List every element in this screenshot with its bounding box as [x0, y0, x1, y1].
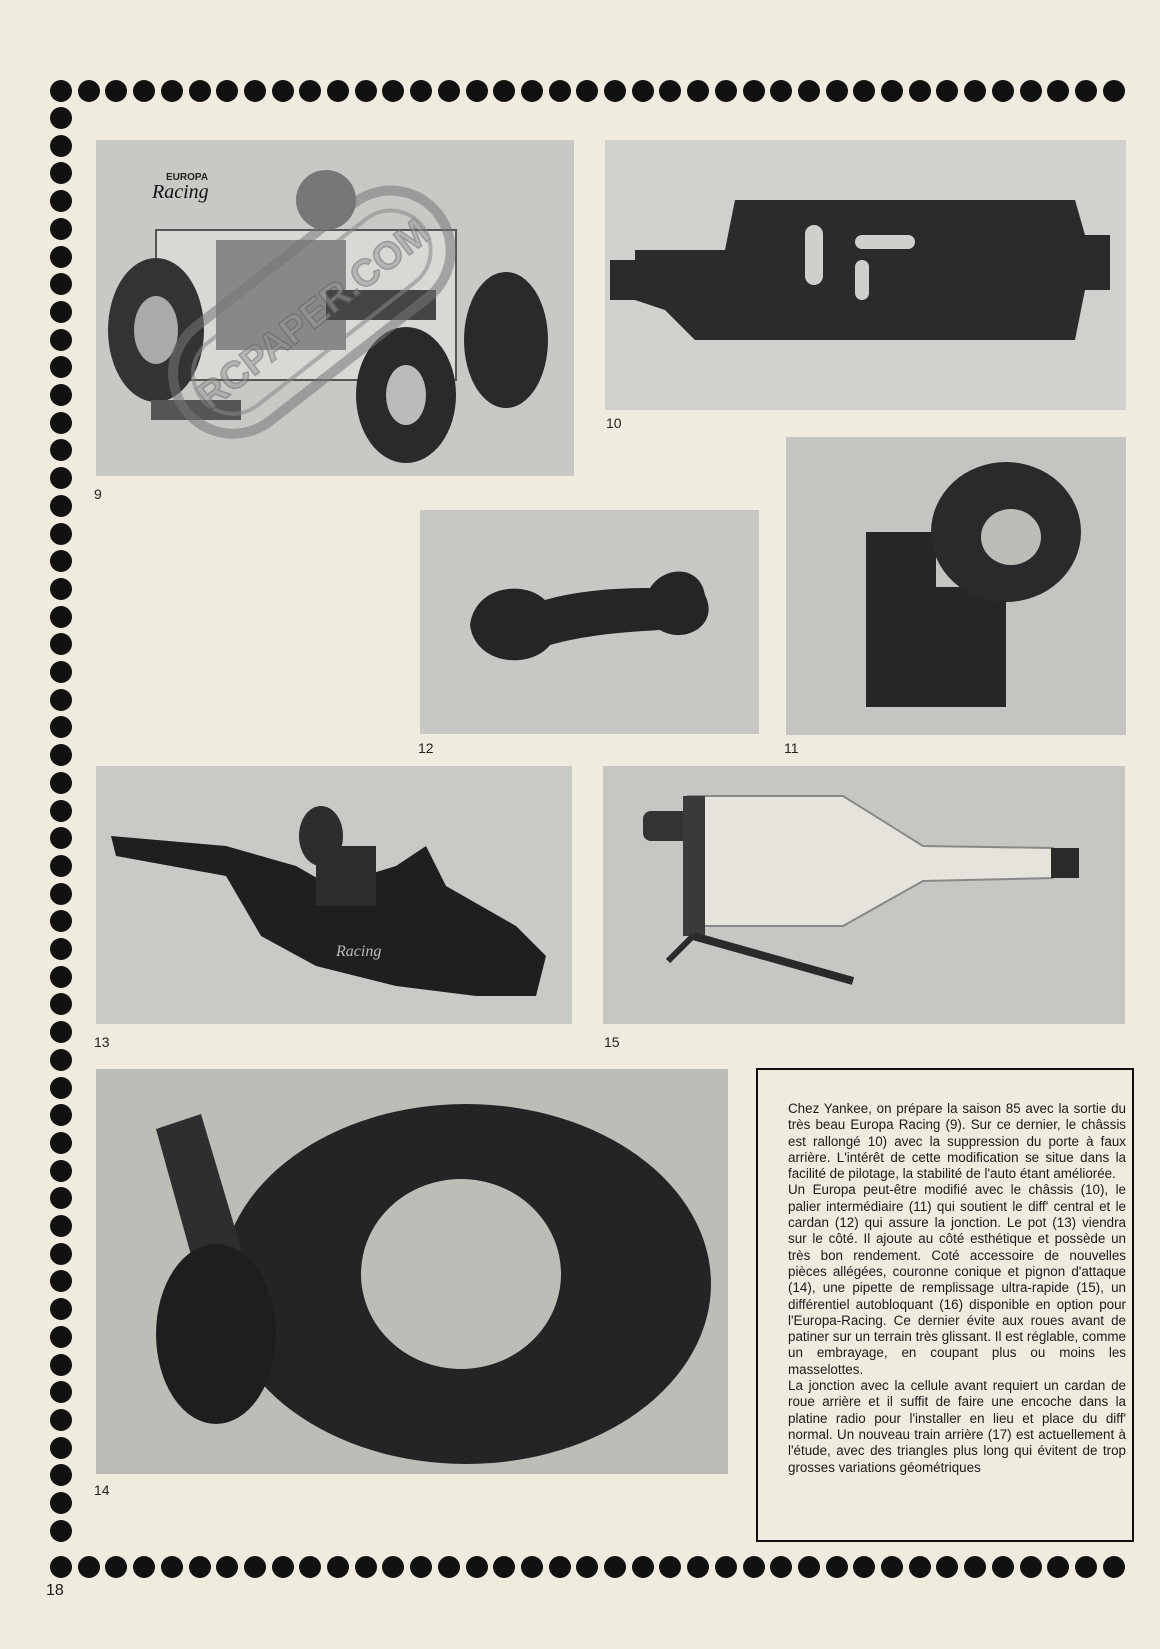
- border-dot: [355, 1556, 377, 1578]
- border-dot: [50, 162, 72, 184]
- border-dot: [50, 689, 72, 711]
- border-dot: [50, 966, 72, 988]
- border-dot: [50, 772, 72, 794]
- border-dot: [50, 1215, 72, 1237]
- border-dot: [50, 1298, 72, 1320]
- border-dot: [936, 80, 958, 102]
- border-dot: [549, 1556, 571, 1578]
- border-dot: [382, 80, 404, 102]
- border-dot: [659, 1556, 681, 1578]
- border-dot: [410, 80, 432, 102]
- border-dot: [50, 1132, 72, 1154]
- border-dot: [853, 80, 875, 102]
- europa-racing-logo: EUROPA: [166, 172, 209, 183]
- border-dot: [244, 1556, 266, 1578]
- border-dot: [50, 1270, 72, 1292]
- border-dot: [50, 1381, 72, 1403]
- border-dot: [244, 80, 266, 102]
- photo-cardan: [420, 510, 759, 734]
- border-dot: [50, 1049, 72, 1071]
- border-dot: [216, 80, 238, 102]
- border-dot: [1020, 80, 1042, 102]
- border-dot: [826, 80, 848, 102]
- border-dot: [881, 80, 903, 102]
- border-dot: [798, 80, 820, 102]
- border-dot: [521, 80, 543, 102]
- border-dot: [50, 550, 72, 572]
- border-dot: [50, 1160, 72, 1182]
- caption-11: 11: [784, 740, 799, 756]
- border-dot: [50, 855, 72, 877]
- border-dot: [216, 1556, 238, 1578]
- border-dot: [798, 1556, 820, 1578]
- border-dot: [299, 80, 321, 102]
- border-dot: [50, 107, 72, 129]
- photo-fuel-pipette: [603, 766, 1125, 1024]
- border-dot: [632, 1556, 654, 1578]
- border-dot: [382, 1556, 404, 1578]
- border-dot: [50, 412, 72, 434]
- border-dot: [189, 1556, 211, 1578]
- border-dot: [50, 993, 72, 1015]
- border-dot: [936, 1556, 958, 1578]
- border-dot: [50, 1354, 72, 1376]
- border-dot: [743, 1556, 765, 1578]
- border-dot: [50, 578, 72, 600]
- border-dot: [50, 190, 72, 212]
- caption-10: 10: [606, 415, 622, 431]
- border-dot: [78, 1556, 100, 1578]
- border-dot: [1020, 1556, 1042, 1578]
- border-dot: [992, 80, 1014, 102]
- border-dot: [105, 80, 127, 102]
- border-dot: [50, 744, 72, 766]
- border-dot: [50, 1021, 72, 1043]
- border-dot: [50, 439, 72, 461]
- border-dot: [881, 1556, 903, 1578]
- border-dot: [272, 80, 294, 102]
- caption-9: 9: [94, 486, 102, 502]
- border-dot: [576, 1556, 598, 1578]
- caption-15: 15: [604, 1034, 620, 1050]
- border-dot: [50, 716, 72, 738]
- border-dot: [272, 1556, 294, 1578]
- border-dot: [909, 80, 931, 102]
- border-dot: [50, 800, 72, 822]
- border-dot: [909, 1556, 931, 1578]
- border-dot: [50, 661, 72, 683]
- border-dot: [632, 80, 654, 102]
- photo-ring-pinion: [96, 1069, 728, 1474]
- border-dot: [410, 1556, 432, 1578]
- border-dot: [50, 467, 72, 489]
- border-dot: [521, 1556, 543, 1578]
- border-dot: [493, 1556, 515, 1578]
- article-text-box: [756, 1068, 1134, 1542]
- border-dot: [50, 523, 72, 545]
- border-dot: [687, 1556, 709, 1578]
- border-dot: [1103, 1556, 1125, 1578]
- page-number: 18: [46, 1582, 64, 1599]
- border-dot: [50, 384, 72, 406]
- caption-13: 13: [94, 1034, 110, 1050]
- border-dot: [493, 80, 515, 102]
- border-dot: [50, 606, 72, 628]
- border-dot: [78, 80, 100, 102]
- border-dot: [1047, 80, 1069, 102]
- caption-14: 14: [94, 1482, 110, 1498]
- border-dot: [438, 80, 460, 102]
- border-dot: [50, 135, 72, 157]
- border-dot: [50, 1104, 72, 1126]
- border-dot: [50, 273, 72, 295]
- border-dot: [687, 80, 709, 102]
- border-dot: [50, 356, 72, 378]
- border-dot: [604, 1556, 626, 1578]
- article-body: Chez Yankee, on prépare la saison 85 avec la sortie du très beau Europa Racing (9). Sur ce dernier, le châssis est rallongé 10) avec la suppression du porte à faux arrière. L'intérêt de cette modification se situe dans la facilité de pilotage, la stabilité de l'auto étant améliorée. Un Europa peut-être modifié avec le châssis (10), le palier intermédiaire (11) qui soutient le diff' central et le cardan (12) qui assure la jonction. Le pot (13) viendra sur le côté. Il ajoute au côté esthétique et possède un très bon rendement. Coté accessoire de nouvelles pièces allégées, couronne conique et pignon d'attaque (14), une pipette de remplissage ultra-rapide (15), un différentiel autobloquant (16) disponible en option pour l'Europa-Racing. Ce dernier évite aux roues avant de patiner sur un terrain très glissant. Il est réglable, comme un embrayage, en coupant plus ou moins les masselottes. La jonction avec la cellule avant requiert un cardan de roue arrière et il suffit de faire une encoche dans la platine radio pour l'installer en lieu et place du diff' normal. Un nouveau train arrière (17) est actuellement à l'étude, avec des triangles plus long qui évitent de trop grosses variations géométriques: [788, 1101, 1126, 1475]
- border-dot: [466, 80, 488, 102]
- border-dot: [161, 80, 183, 102]
- border-dot: [853, 1556, 875, 1578]
- border-dot: [438, 1556, 460, 1578]
- svg-text:Racing: Racing: [152, 181, 209, 203]
- border-dot: [1103, 80, 1125, 102]
- border-dot: [133, 1556, 155, 1578]
- border-dot: [50, 329, 72, 351]
- border-dot: [549, 80, 571, 102]
- svg-text:RCPAPER.COM: RCPAPER.COM: [189, 211, 438, 418]
- border-dot: [576, 80, 598, 102]
- border-dot: [50, 938, 72, 960]
- border-dot: [826, 1556, 848, 1578]
- border-dot: [659, 80, 681, 102]
- border-dot: [50, 495, 72, 517]
- border-dot: [1047, 1556, 1069, 1578]
- border-dot: [992, 1556, 1014, 1578]
- border-dot: [770, 80, 792, 102]
- border-dot: [715, 80, 737, 102]
- border-dot: [50, 910, 72, 932]
- border-dot: [50, 1464, 72, 1486]
- border-dot: [327, 80, 349, 102]
- caption-12: 12: [418, 740, 434, 756]
- border-dot: [355, 80, 377, 102]
- border-dot: [715, 1556, 737, 1578]
- photo-bearing-carrier: [786, 437, 1126, 735]
- border-dot: [50, 1492, 72, 1514]
- border-dot: [964, 80, 986, 102]
- border-dot: [161, 1556, 183, 1578]
- border-dot: [964, 1556, 986, 1578]
- border-dot: [1075, 80, 1097, 102]
- photo-chassis: [605, 140, 1126, 410]
- border-dot: [50, 883, 72, 905]
- border-dot: [50, 1187, 72, 1209]
- border-dot: [50, 301, 72, 323]
- border-dot: [189, 80, 211, 102]
- border-dot: [466, 1556, 488, 1578]
- border-dot: [50, 1409, 72, 1431]
- border-dot: [50, 1243, 72, 1265]
- border-dot: [50, 80, 72, 102]
- svg-text:Racing: Racing: [336, 943, 382, 960]
- border-dot: [50, 1520, 72, 1542]
- border-dot: [770, 1556, 792, 1578]
- border-dot: [743, 80, 765, 102]
- border-dot: [604, 80, 626, 102]
- border-dot: [327, 1556, 349, 1578]
- border-dot: [299, 1556, 321, 1578]
- border-dot: [50, 1077, 72, 1099]
- border-dot: [50, 1556, 72, 1578]
- photo-exhaust-pipe: [96, 766, 572, 1024]
- border-dot: [105, 1556, 127, 1578]
- border-dot: [1075, 1556, 1097, 1578]
- border-dot: [50, 218, 72, 240]
- border-dot: [50, 1326, 72, 1348]
- border-dot: [133, 80, 155, 102]
- border-dot: [50, 827, 72, 849]
- border-dot: [50, 633, 72, 655]
- border-dot: [50, 246, 72, 268]
- border-dot: [50, 1437, 72, 1459]
